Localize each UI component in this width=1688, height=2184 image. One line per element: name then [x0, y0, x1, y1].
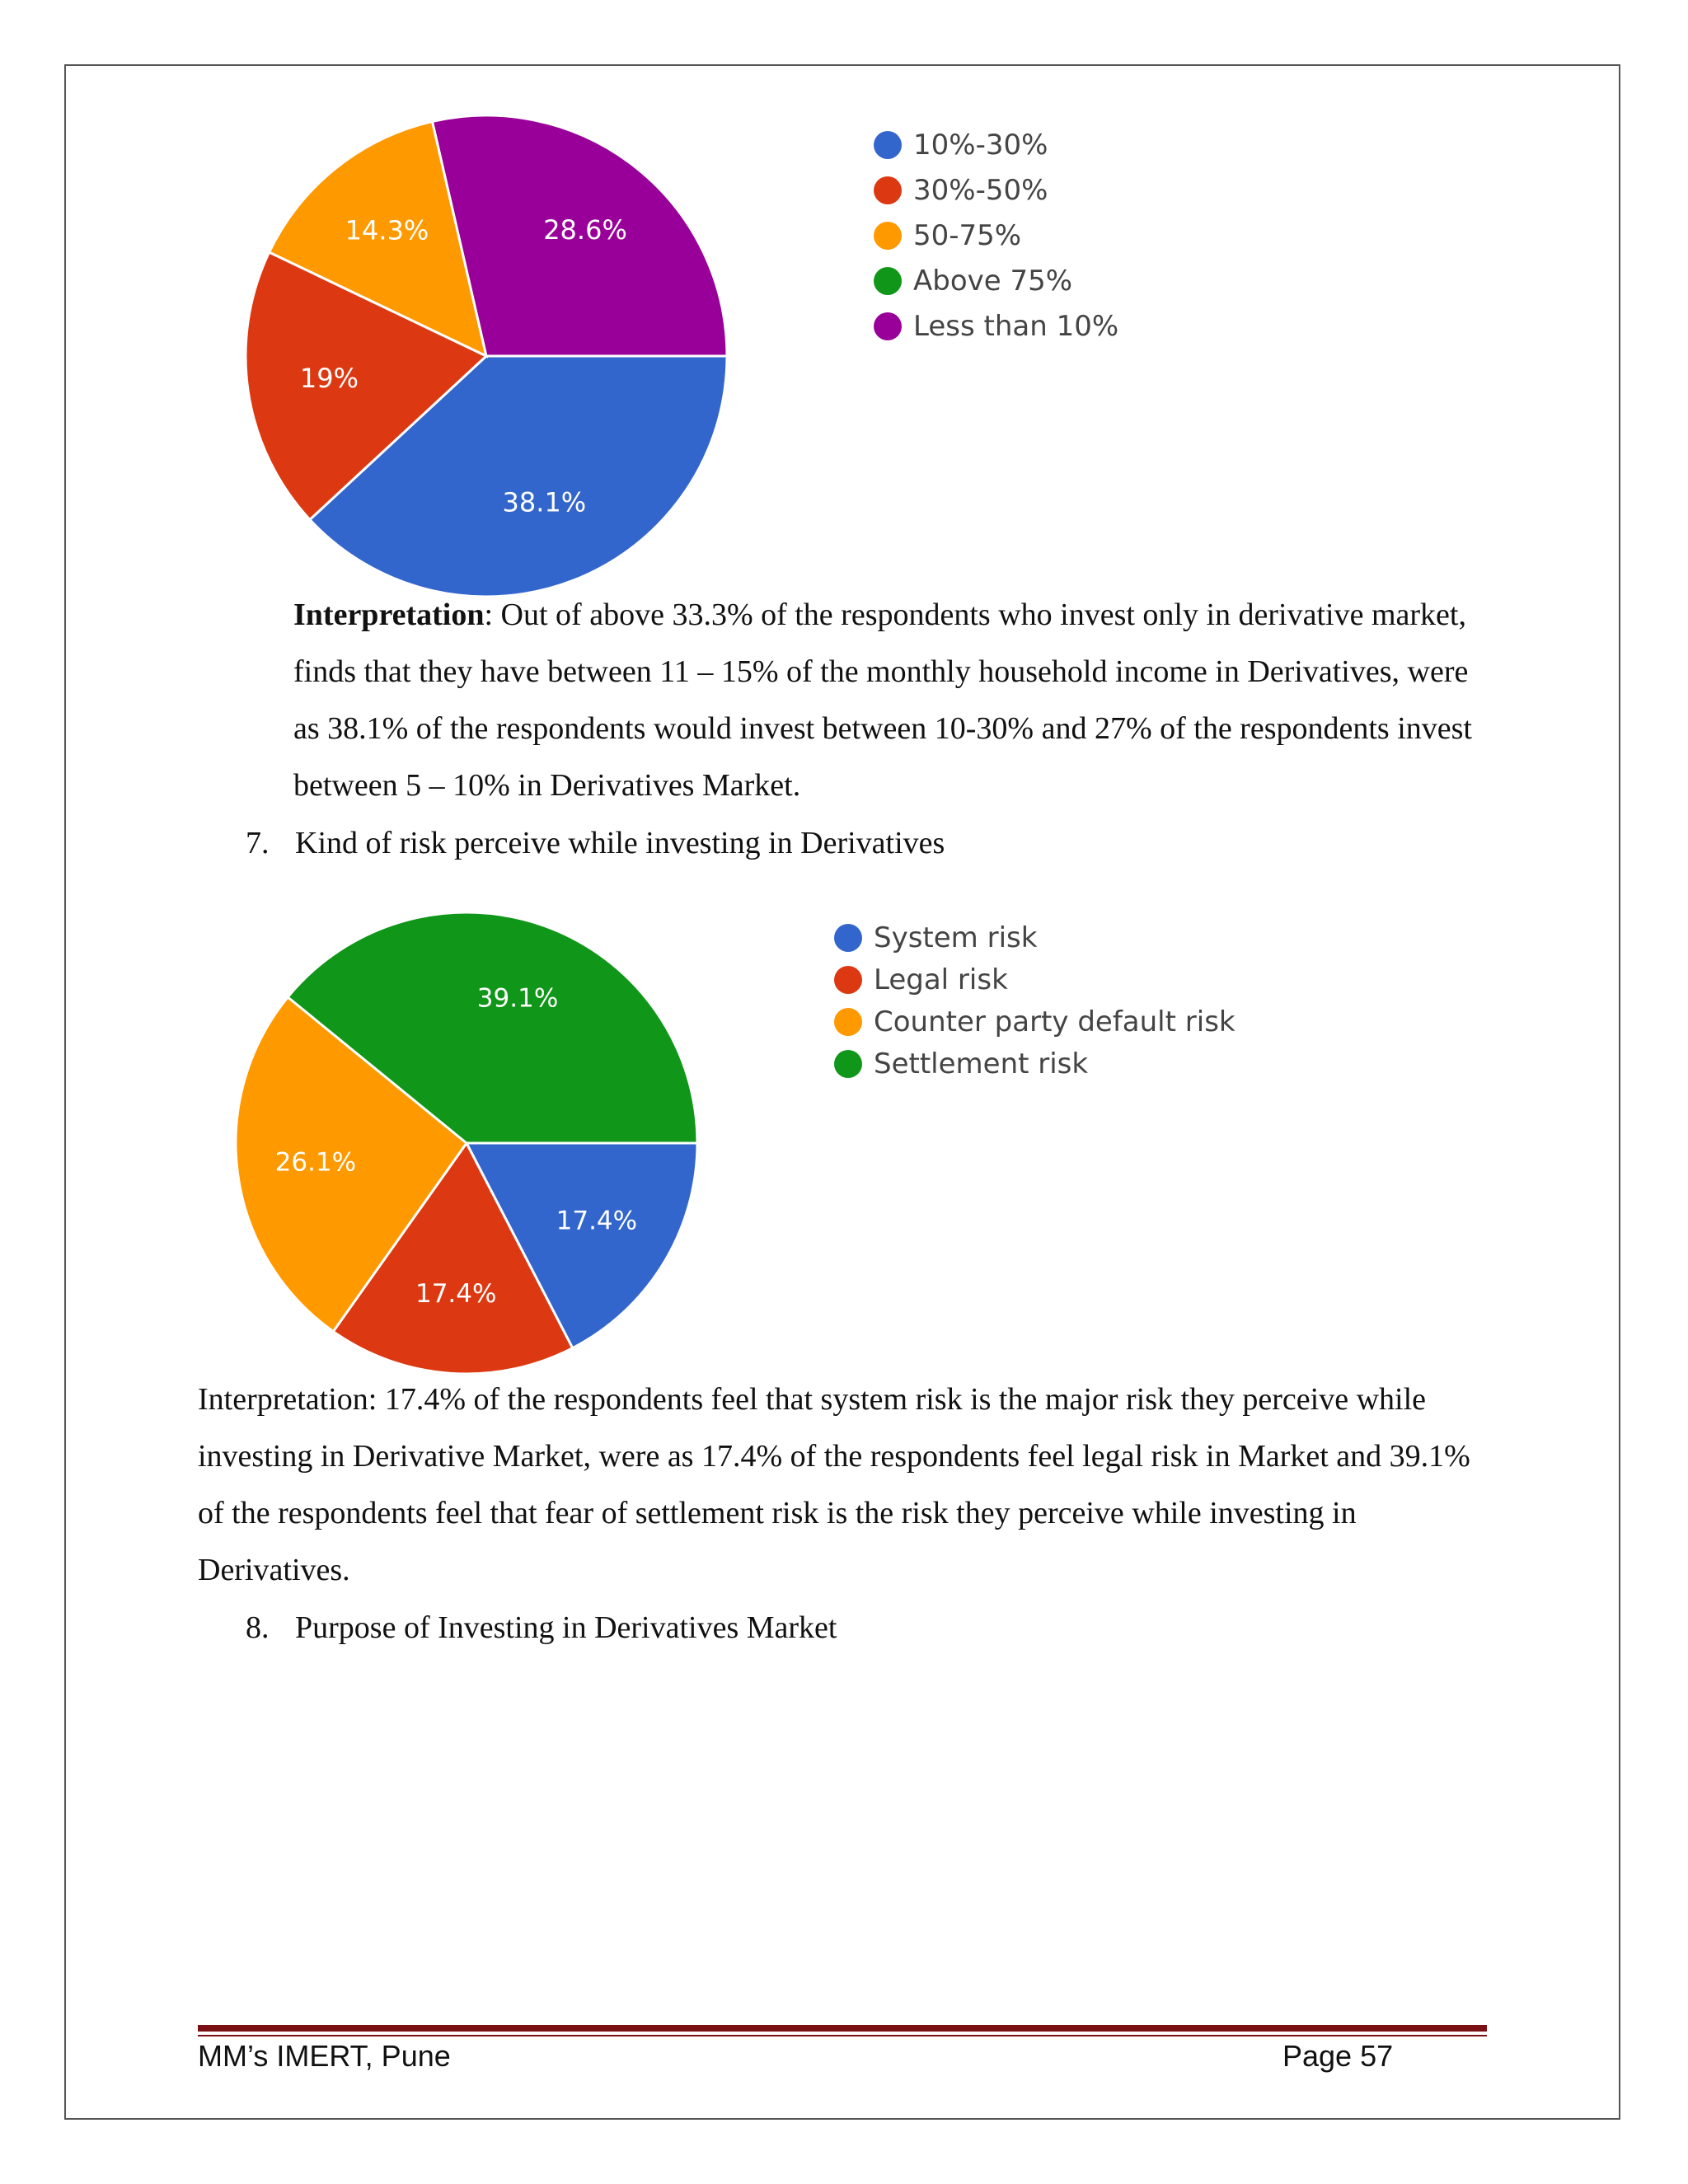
- pie-label: 28.6%: [543, 214, 627, 246]
- legend-item: [874, 310, 1118, 343]
- legend-dot-icon: [874, 267, 902, 295]
- footer-institution: MM’s IMERT, Pune: [198, 2039, 451, 2073]
- pie-label: 17.4%: [556, 1206, 638, 1236]
- pie-label: 26.1%: [274, 1147, 357, 1178]
- legend-item: [834, 921, 1037, 954]
- legend-item: [874, 219, 1021, 252]
- legend-dot-icon: [874, 131, 902, 159]
- list-item-7-number: 7.: [246, 826, 270, 860]
- pie-label: 17.4%: [415, 1278, 497, 1309]
- interpretation-1-text: : Out of above 33.3% of the respondents who invest only in derivative market, finds that they have between 11 – 15% of the monthly household income in Derivatives, were as 38.1% of the respondents would invest between 10-30% and 27% of the respondents invest between 5 – 10% in Derivatives Market.: [293, 598, 1472, 803]
- legend-dot-icon: [874, 222, 902, 250]
- footer-page-number: Page 57: [1282, 2039, 1394, 2073]
- legend-item: [834, 1005, 1236, 1038]
- interpretation-2-text: Interpretation: 17.4% of the respondents feel that system risk is the major risk they perceive while investing in Derivative Market, were as 17.4% of the respondents feel legal risk in Market and 39.1% of the respondents feel that fear of settlement risk is the risk they perceive while investing in Derivatives.: [198, 1382, 1470, 1587]
- pie-chart-2: [236, 912, 697, 1374]
- interpretation-1: [293, 587, 1480, 814]
- legend-label: 10%-30%: [913, 129, 1048, 162]
- pie-label: 39.1%: [476, 983, 559, 1014]
- list-item-8-number: 8.: [246, 1610, 270, 1645]
- legend-item: [834, 1047, 1088, 1080]
- interpretation-1-label: Interpretation: [293, 598, 485, 632]
- legend-dot-icon: [834, 966, 862, 994]
- legend-label: 30%-50%: [913, 174, 1048, 207]
- pie-label: 14.3%: [345, 214, 429, 246]
- legend-item: [874, 265, 1072, 298]
- pie-label: 38.1%: [502, 486, 587, 518]
- legend-dot-icon: [834, 1008, 862, 1036]
- legend-dot-icon: [834, 1050, 862, 1078]
- legend-label: Less than 10%: [913, 310, 1119, 343]
- pie-label: 19%: [299, 362, 359, 394]
- legend-label: Counter party default risk: [874, 1005, 1236, 1038]
- interpretation-2: [198, 1371, 1484, 1599]
- legend-label: Above 75%: [913, 265, 1073, 298]
- legend-item: [834, 963, 1008, 996]
- footer-rule-thin: [198, 2035, 1487, 2036]
- legend-item: [874, 129, 1048, 162]
- legend-item: [874, 174, 1048, 207]
- legend-dot-icon: [874, 312, 902, 340]
- legend-label: 50-75%: [913, 219, 1022, 252]
- legend-dot-icon: [834, 924, 862, 952]
- legend-label: Legal risk: [874, 963, 1008, 996]
- legend-dot-icon: [874, 176, 902, 204]
- list-item-8-text: Purpose of Investing in Derivatives Market: [295, 1610, 837, 1645]
- list-item-7-text: Kind of risk perceive while investing in Derivatives: [295, 826, 945, 860]
- pie-chart-1: [246, 115, 727, 597]
- legend-label: System risk: [874, 921, 1038, 954]
- footer-rule: [198, 2025, 1487, 2032]
- legend-label: Settlement risk: [874, 1047, 1089, 1080]
